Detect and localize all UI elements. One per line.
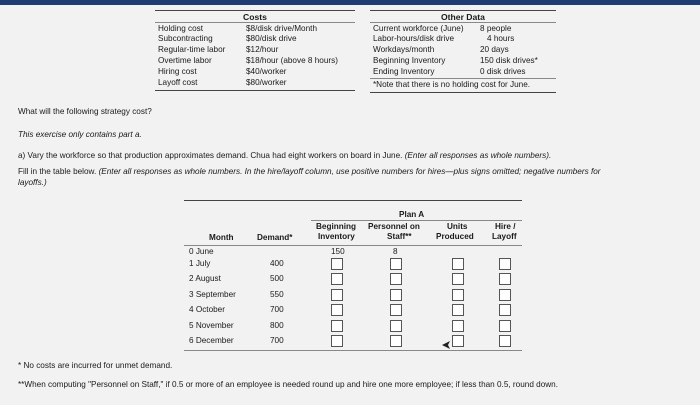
month-june: 0 June — [189, 247, 214, 256]
plan-title-rule — [311, 220, 522, 221]
cost-value-overtime: $18/hour (above 8 hours) — [246, 56, 338, 65]
personnel-input-august[interactable] — [390, 273, 402, 285]
cost-label-layoff: Layoff cost — [158, 78, 198, 87]
header-staff: Staff** — [387, 232, 412, 241]
month-december: 6 December — [189, 336, 234, 345]
header-demand: Demand* — [257, 233, 293, 242]
demand-september: 550 — [270, 290, 284, 299]
personnel-input-october[interactable] — [390, 304, 402, 316]
plan-bottom-rule — [184, 350, 522, 351]
header-layoff: Layoff — [492, 232, 517, 241]
other-label-beginning-inventory: Beginning Inventory — [373, 56, 446, 65]
units-produced-input-august[interactable] — [452, 273, 464, 285]
hire-layoff-input-november[interactable] — [499, 320, 511, 332]
other-label-workdays: Workdays/month — [373, 45, 435, 54]
plan-top-rule — [184, 200, 522, 201]
header-inventory: Inventory — [318, 232, 355, 241]
personnel-input-november[interactable] — [390, 320, 402, 332]
header-produced: Produced — [436, 232, 474, 241]
beginning-inventory-input-november[interactable] — [331, 320, 343, 332]
exercise-note: This exercise only contains part a. — [18, 130, 142, 139]
month-october: 4 October — [189, 305, 225, 314]
other-value-laborhours: 4 hours — [487, 34, 515, 43]
personnel-input-july[interactable] — [390, 258, 402, 270]
plan-title: Plan A — [399, 210, 425, 219]
other-title: Other Data — [441, 12, 485, 22]
other-bottom-rule — [370, 92, 556, 93]
demand-november: 800 — [270, 321, 284, 330]
costs-top-rule — [155, 10, 355, 11]
other-note-rule — [370, 78, 556, 79]
demand-august: 500 — [270, 274, 284, 283]
month-november: 5 November — [189, 321, 234, 330]
month-august: 2 August — [189, 274, 221, 283]
cost-label-subcontracting: Subcontracting — [158, 34, 213, 43]
fill-instruction-italic-1: (Enter all responses as whole numbers. In the hire/layoff column, use positive numbers for hires—plus signs omitted; negative numbers for — [98, 167, 601, 176]
units-produced-input-september[interactable] — [452, 289, 464, 301]
other-top-rule — [370, 10, 556, 11]
personnel-june: 8 — [393, 247, 398, 256]
hire-layoff-input-august[interactable] — [499, 273, 511, 285]
month-september: 3 September — [189, 290, 236, 299]
fill-instruction-line1 — [18, 167, 601, 177]
cost-value-subcontracting: $80/disk drive — [246, 34, 297, 43]
cost-label-overtime: Overtime labor — [158, 56, 212, 65]
costs-head-rule — [155, 22, 355, 23]
fill-instruction-text: Fill in the table below. — [18, 167, 97, 176]
fill-instruction-line2: layoffs.) — [18, 178, 47, 187]
other-label-laborhours: Labor-hours/disk drive — [373, 34, 455, 43]
units-produced-input-july[interactable] — [452, 258, 464, 270]
header-hire: Hire / — [495, 222, 516, 231]
other-label-workforce: Current workforce (June) — [373, 24, 464, 33]
header-beginning: Beginning — [316, 222, 357, 231]
cost-label-holding: Holding cost — [158, 24, 204, 33]
personnel-input-september[interactable] — [390, 289, 402, 301]
hire-layoff-input-september[interactable] — [499, 289, 511, 301]
cost-value-hiring: $40/worker — [246, 67, 287, 76]
beginning-inventory-input-july[interactable] — [331, 258, 343, 270]
costs-title: Costs — [243, 12, 267, 22]
other-value-workforce: 8 people — [480, 24, 512, 33]
demand-july: 400 — [270, 259, 284, 268]
cost-label-hiring: Hiring cost — [158, 67, 197, 76]
hire-layoff-input-october[interactable] — [499, 304, 511, 316]
units-produced-input-december[interactable] — [452, 335, 464, 347]
units-produced-input-october[interactable] — [452, 304, 464, 316]
footnote-personnel-rounding: **When computing "Personnel on Staff," if 0.5 or more of an employee is needed round up and hire one more employee; if less than 0.5, round down. — [18, 380, 558, 389]
question-text: What will the following strategy cost? — [18, 107, 152, 116]
demand-december: 700 — [270, 336, 284, 345]
units-produced-input-november[interactable] — [452, 320, 464, 332]
beginning-inventory-input-october[interactable] — [331, 304, 343, 316]
demand-october: 700 — [270, 305, 284, 314]
footnote-unmet-demand: * No costs are incurred for unmet demand. — [18, 361, 173, 370]
other-label-ending-inventory: Ending Inventory — [373, 67, 435, 76]
part-a-text: a) Vary the workforce so that production approximates demand. Chua had eight workers on board in June. — [18, 151, 403, 160]
cost-value-holding: $8/disk drive/Month — [246, 24, 317, 33]
header-units: Units — [447, 222, 468, 231]
beginning-inventory-input-september[interactable] — [331, 289, 343, 301]
other-value-workdays: 20 days — [480, 45, 509, 54]
other-note: *Note that there is no holding cost for June. — [373, 80, 531, 89]
other-head-rule — [370, 22, 556, 23]
beginning-inventory-input-december[interactable] — [331, 335, 343, 347]
other-value-beginning-inventory: 150 disk drives* — [480, 56, 538, 65]
top-accent-bar — [0, 0, 700, 5]
header-personnel: Personnel on — [368, 222, 420, 231]
hire-layoff-input-july[interactable] — [499, 258, 511, 270]
costs-bottom-rule — [155, 90, 355, 91]
cost-value-layoff: $80/worker — [246, 78, 287, 87]
cost-label-regular: Regular-time labor — [158, 45, 226, 54]
plan-header-rule — [184, 245, 522, 246]
beginning-inventory-input-august[interactable] — [331, 273, 343, 285]
cost-value-regular: $12/hour — [246, 45, 279, 54]
beginning-inventory-june: 150 — [331, 247, 345, 256]
part-a-instruction — [18, 151, 551, 161]
cursor-arrow-icon — [442, 340, 452, 350]
part-a-italic: (Enter all responses as whole numbers). — [404, 151, 552, 160]
header-month: Month — [209, 233, 234, 242]
other-value-ending-inventory: 0 disk drives — [480, 67, 526, 76]
personnel-input-december[interactable] — [390, 335, 402, 347]
hire-layoff-input-december[interactable] — [499, 335, 511, 347]
month-july: 1 July — [189, 259, 211, 268]
